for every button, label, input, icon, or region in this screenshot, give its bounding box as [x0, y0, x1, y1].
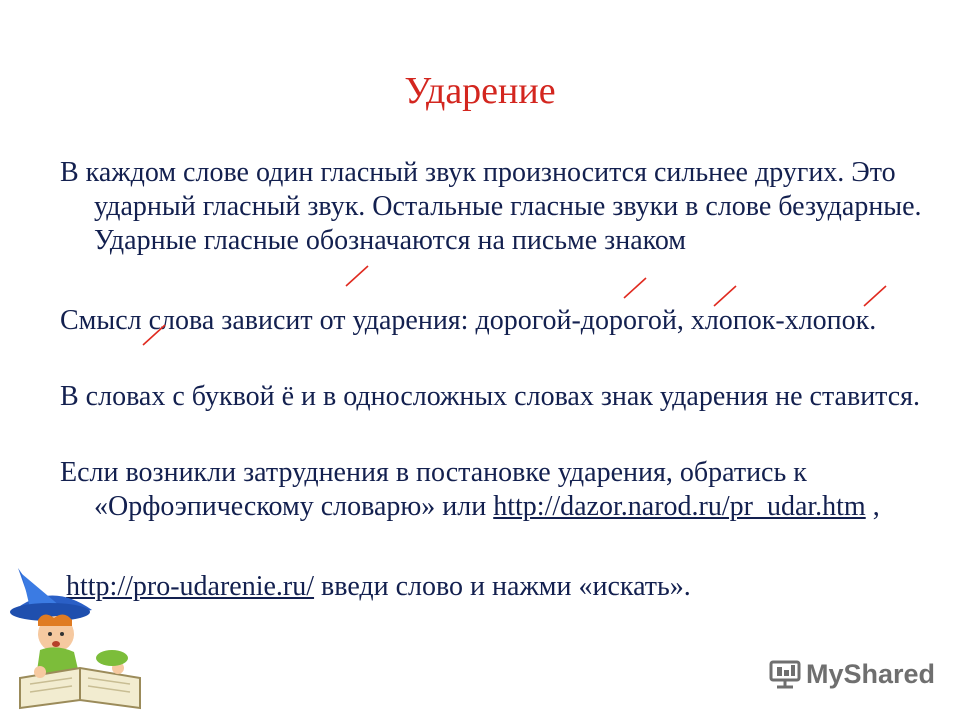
link-pro-udarenie[interactable]: http://pro-udarenie.ru/	[66, 571, 315, 602]
stress-accent-mark	[143, 325, 165, 345]
stress-accent-mark	[624, 278, 646, 298]
slide-title: Ударение	[404, 70, 556, 112]
myshared-logo-icon	[768, 656, 802, 690]
pro-udarenie-instruction: введи слово и нажми «искать».	[314, 571, 691, 602]
link-dazor-dictionary[interactable]: http://dazor.narod.ru/pr_udar.htm	[493, 491, 866, 522]
paragraph-meaning-depends: Смысл слова зависит от ударения: дорогой-дорогой, хлопок-хлопок.	[60, 305, 877, 336]
stress-accent-mark	[346, 266, 368, 286]
wizard-reading-book-illustration	[0, 560, 160, 720]
dictionary-hint-text: Если возникли затруднения в постановке ударения, обратись к «Орфоэпическому словарю» или	[60, 457, 807, 522]
myshared-watermark-text: MyShared	[806, 659, 936, 689]
paragraph-no-stress-mark: В словах с буквой ё и в односложных словах знак ударения не ставится.	[60, 381, 921, 412]
link-separator: ,	[865, 491, 880, 522]
paragraph-stress-definition: В каждом слове один гласный звук произносится сильнее других. Это ударный гласный звук. Остальные гласные звуки в слове безударные. Ударные гласные обозначаются на письме знаком	[60, 157, 922, 256]
stress-accent-mark	[714, 286, 736, 306]
stress-accent-mark	[864, 286, 886, 306]
